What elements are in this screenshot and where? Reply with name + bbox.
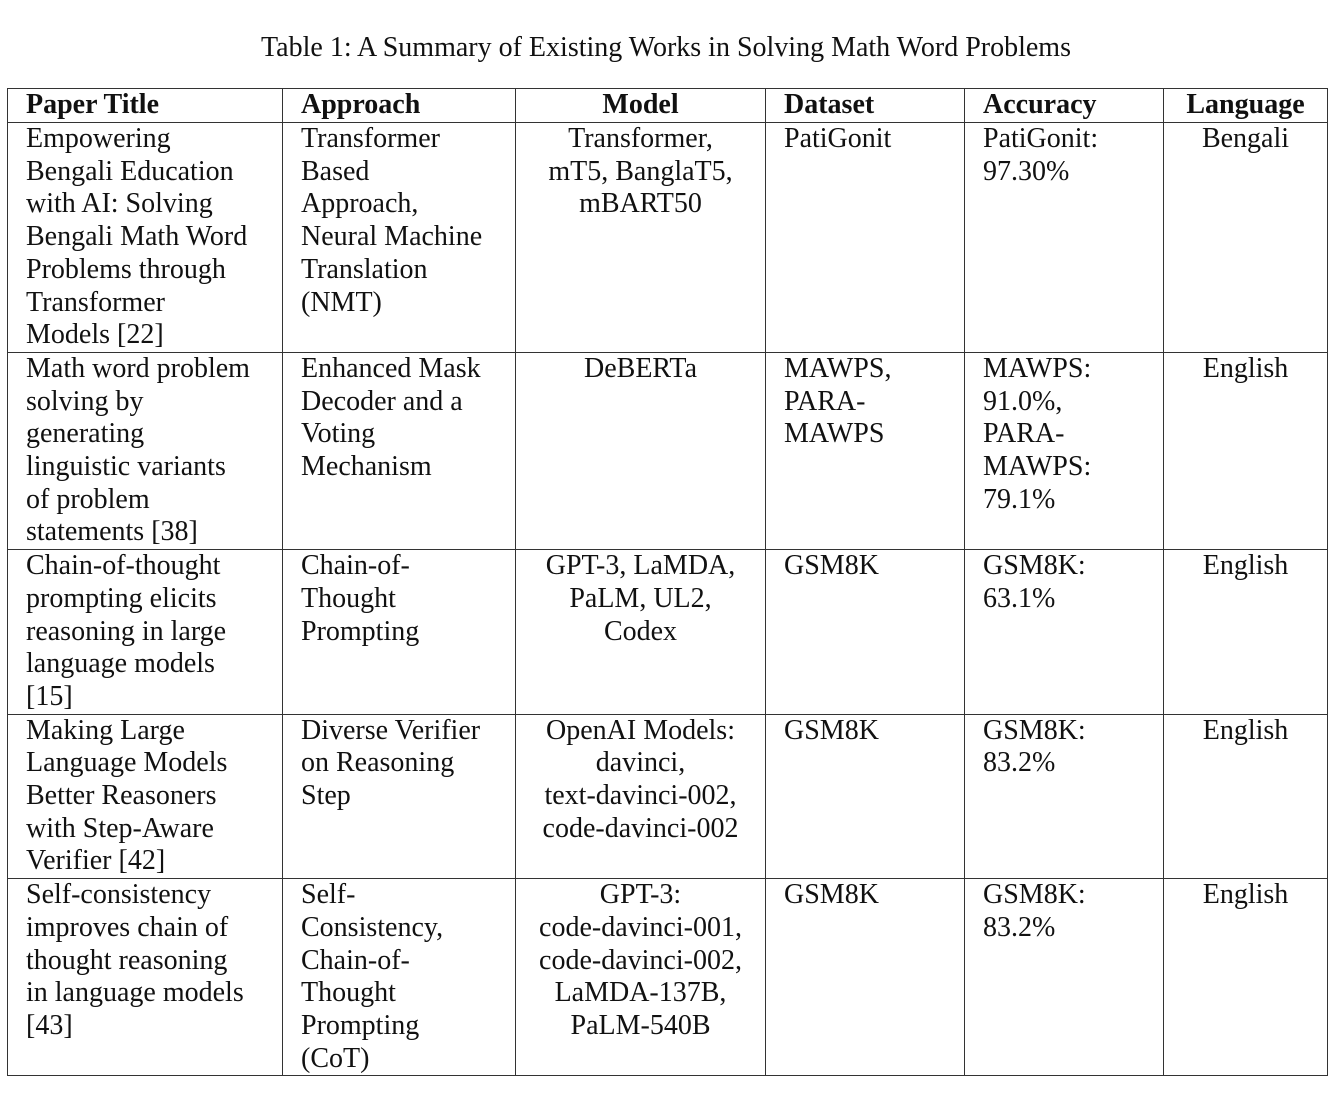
table-row [8, 879, 1328, 1076]
cell-text-line: Making Large [26, 714, 185, 746]
header-approach: Approach [283, 89, 516, 123]
cell-text-line: 79.1% [983, 483, 1056, 515]
cell-text-line: Transformer [26, 286, 165, 318]
cell-dataset [766, 123, 965, 353]
cell-text-line: Chain-of- [301, 550, 410, 582]
cell-approach [283, 123, 516, 353]
cell-text-line: Mechanism [301, 451, 432, 483]
cell-accuracy [965, 352, 1164, 549]
cell-text-line: GPT-3, LaMDA, [545, 550, 736, 582]
cell-accuracy [965, 879, 1164, 1076]
cell-text-line: (NMT) [301, 286, 382, 318]
cell-text-line: PatiGonit: [983, 123, 1099, 154]
cell-text-line: linguistic variants [26, 451, 226, 483]
cell-text-line: with AI: Solving [26, 188, 213, 220]
cell-text-line: Translation [301, 253, 428, 285]
cell-text-line: language models [26, 648, 215, 680]
cell-dataset [766, 352, 965, 549]
cell-language [1164, 714, 1328, 879]
cell-text-line: Step [301, 780, 351, 812]
cell-language [1164, 123, 1328, 353]
cell-text-line: Thought [301, 977, 396, 1009]
cell-text-line: on Reasoning [301, 747, 455, 779]
cell-text-line: Language Models [26, 747, 228, 779]
cell-text-line: 83.2% [983, 911, 1056, 943]
cell-text-line: GSM8K [784, 550, 879, 582]
cell-text-line: PatiGonit [784, 123, 892, 154]
cell-text-line: code-davinci-002, [539, 944, 742, 976]
cell-text-line: 91.0%, [983, 385, 1063, 417]
cell-text-line: Math word problem [26, 352, 250, 384]
cell-text-line: English [1202, 550, 1289, 582]
cell-model [516, 550, 766, 715]
cell-text-line: with Step-Aware [26, 812, 214, 844]
cell-text-line: Models [22] [26, 319, 164, 351]
cell-text-line: (CoT) [301, 1042, 370, 1074]
cell-text-line: thought reasoning [26, 944, 228, 976]
cell-model [516, 714, 766, 879]
cell-dataset [766, 550, 965, 715]
cell-paper-title [8, 714, 283, 879]
cell-text-line: MAWPS, [784, 352, 892, 384]
cell-paper-title [8, 550, 283, 715]
cell-text-line: Chain-of- [301, 944, 410, 976]
cell-text-line: Decoder and a [301, 385, 463, 417]
table-row [8, 714, 1328, 879]
cell-text-line: Diverse Verifier [301, 714, 481, 746]
cell-approach [283, 550, 516, 715]
cell-text-line: 83.2% [983, 747, 1056, 779]
table-header-row [8, 89, 1328, 123]
cell-text-line: Transformer [301, 123, 440, 154]
cell-accuracy [965, 123, 1164, 353]
cell-language [1164, 550, 1328, 715]
cell-approach [283, 879, 516, 1076]
cell-text-line: Chain-of-thought [26, 550, 221, 582]
table-row [8, 123, 1328, 353]
cell-model [516, 352, 766, 549]
cell-paper-title [8, 879, 283, 1076]
cell-text-line: reasoning in large [26, 615, 227, 647]
cell-text-line: generating [26, 418, 145, 450]
cell-text-line: Bengali Math Word [26, 221, 248, 253]
table-caption: Table 1: A Summary of Existing Works in Solving Math Word Problems [261, 32, 1071, 63]
summary-table [7, 88, 1328, 1076]
cell-text-line: prompting elicits [26, 582, 217, 614]
table-row [8, 550, 1328, 715]
cell-text-line: English [1202, 714, 1289, 746]
cell-text-line: PARA- [784, 385, 866, 417]
cell-text-line: Based [301, 155, 370, 187]
table-row [8, 352, 1328, 549]
cell-text-line: PARA- [983, 418, 1065, 450]
cell-text-line: [15] [26, 680, 73, 712]
cell-dataset [766, 879, 965, 1076]
cell-text-line: MAWPS [784, 418, 885, 450]
cell-text-line: solving by [26, 385, 144, 417]
cell-accuracy [965, 714, 1164, 879]
cell-text-line: text-davinci-002, [544, 780, 737, 812]
cell-text-line: GSM8K: [983, 879, 1086, 911]
cell-text-line: MAWPS: [983, 451, 1092, 483]
cell-approach [283, 714, 516, 879]
cell-dataset [766, 714, 965, 879]
cell-text-line: of problem [26, 483, 150, 515]
cell-text-line: Verifier [42] [26, 845, 166, 877]
cell-text-line: mBART50 [579, 188, 702, 220]
cell-model [516, 879, 766, 1076]
cell-text-line: statements [38] [26, 516, 198, 548]
cell-text-line: Self-consistency [26, 879, 212, 911]
cell-text-line: Prompting [301, 615, 420, 647]
cell-text-line: improves chain of [26, 911, 229, 943]
cell-text-line: Voting [301, 418, 376, 450]
cell-text-line: mT5, BanglaT5, [548, 155, 733, 187]
cell-text-line: code-davinci-001, [539, 911, 742, 943]
cell-text-line: Prompting [301, 1009, 420, 1041]
cell-paper-title [8, 123, 283, 353]
cell-text-line: Bengali Education [26, 155, 234, 187]
cell-text-line: English [1202, 352, 1289, 384]
cell-text-line: GSM8K: [983, 550, 1086, 582]
cell-text-line: LaMDA-137B, [554, 977, 727, 1009]
header-language: Language [1164, 89, 1328, 123]
cell-text-line: GSM8K: [983, 714, 1086, 746]
cell-text-line: Bengali [1201, 123, 1290, 154]
cell-text-line: Thought [301, 582, 396, 614]
cell-text-line: 97.30% [983, 155, 1070, 187]
cell-text-line: OpenAI Models: [546, 714, 735, 746]
cell-text-line: Problems through [26, 253, 226, 285]
cell-text-line: Empowering [26, 123, 171, 154]
cell-paper-title [8, 352, 283, 549]
cell-text-line: Self- [301, 879, 356, 911]
cell-text-line: Enhanced Mask [301, 352, 481, 384]
cell-text-line: [43] [26, 1009, 73, 1041]
header-accuracy: Accuracy [965, 89, 1164, 123]
cell-text-line: Neural Machine [301, 221, 483, 253]
cell-text-line: PaLM-540B [570, 1009, 711, 1041]
cell-text-line: PaLM, UL2, [569, 582, 712, 614]
cell-language [1164, 879, 1328, 1076]
cell-text-line: Consistency, [301, 911, 444, 943]
cell-text-line: 63.1% [983, 582, 1056, 614]
cell-text-line: Transformer, [568, 123, 713, 154]
cell-approach [283, 352, 516, 549]
cell-text-line: GPT-3: [599, 879, 682, 911]
header-model: Model [516, 89, 766, 123]
cell-text-line: code-davinci-002 [542, 812, 739, 844]
cell-text-line: GSM8K [784, 879, 879, 911]
header-paper-title: Paper Title [8, 89, 283, 123]
cell-text-line: davinci, [595, 747, 686, 779]
cell-text-line: Approach, [301, 188, 419, 220]
cell-text-line: MAWPS: [983, 352, 1092, 384]
header-dataset: Dataset [766, 89, 965, 123]
cell-text-line: DeBERTa [584, 352, 697, 384]
cell-text-line: English [1202, 879, 1289, 911]
cell-language [1164, 352, 1328, 549]
cell-model [516, 123, 766, 353]
cell-text-line: GSM8K [784, 714, 879, 746]
cell-text-line: Codex [603, 615, 678, 647]
cell-text-line: Better Reasoners [26, 780, 217, 812]
cell-accuracy [965, 550, 1164, 715]
cell-text-line: in language models [26, 977, 244, 1009]
